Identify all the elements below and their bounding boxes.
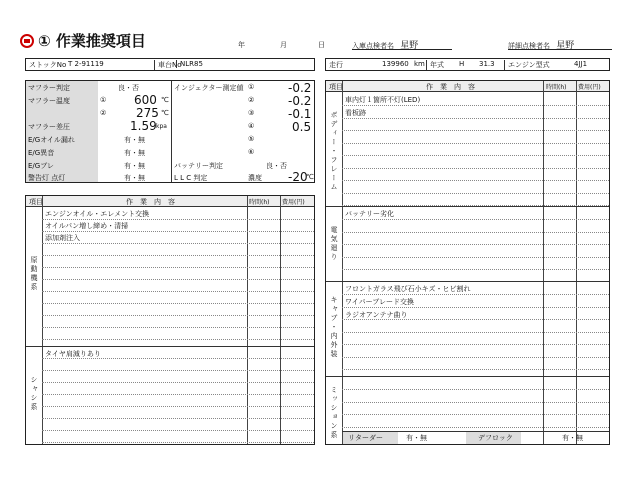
page-title: ① 作業推奨項目 xyxy=(20,30,146,51)
chassis-line-1: タイヤ肩減りあり xyxy=(45,350,101,358)
engine-shake: 有・無 xyxy=(124,162,145,170)
year-label: 年 xyxy=(238,41,245,49)
left-work-table: 項目 作 業 内 容 時間(h) 費用(円) 原動機系 シャシ系 エンジンオイル・エレメント交換 オイルパン増し締め・清掃 添加剤注入 タイヤ肩減りあり xyxy=(25,195,315,445)
engine-line-1: エンジンオイル・エレメント交換 xyxy=(45,210,150,218)
muffler-temp-2: 275 xyxy=(136,106,159,120)
warning-lamp: 有・無 xyxy=(124,174,145,182)
right-work-table: 項目 作 業 内 容 時間(h) 費用(円) ボディー・フレーム 電気廻り キャブ・内外装 ミッション系 車内灯１箇所不灯(LED) 看板跡 バッテリー劣化 フロントガラス飛び石小キズ・ヒビ割れ ワイパーブレード交換 ラジオアンテナ曲り リターダー 有・無 デフロック 有・無 xyxy=(325,80,610,445)
oil-leak: 有・無 xyxy=(124,136,145,144)
muffler-temp-1: 600 xyxy=(134,93,157,107)
inspector-detail: 詳細点検者名 星野 xyxy=(508,38,612,50)
llc-concentration: -20 xyxy=(288,170,308,184)
inspection-checks: マフラー判定 良・否 マフラー温度 ① 600 ℃ ② 275 ℃ マフラー差圧 1.59 kpa E/Gオイル漏れ 有・無 E/G異音 有・無 E/Gブレ 有・無 警告灯 点灯 有・無 インジェクター測定値 ① -0.2 ② -0.2 ③ -0.1 ④ 0.5 ⑤ ⑥ バッテリー判定 良・否 L L C 判定 濃度 -20 ℃ xyxy=(25,80,315,183)
engine-section-label: 原動機系 xyxy=(30,256,38,292)
vehicle-info-right: 走行 139960 km 年式 H 31.3 エンジン型式 4JJ1 xyxy=(325,58,610,71)
inspector-entry: 入庫点検者名 星野 xyxy=(352,38,452,50)
cab-section-label: キャブ・内外装 xyxy=(330,296,338,359)
cab-line-2: ワイパーブレード交換 xyxy=(345,298,415,306)
muffler-judgement: 良・否 xyxy=(118,84,139,92)
brand-logo-icon xyxy=(20,34,34,48)
month-label: 月 xyxy=(280,41,287,49)
stock-number: T 2-91119 xyxy=(68,60,104,68)
difflock-value: 有・無 xyxy=(562,434,583,442)
retarder-value: 有・無 xyxy=(406,434,427,442)
engine-model: 4JJ1 xyxy=(574,60,588,68)
injector-value-1: -0.2 xyxy=(288,81,312,95)
injector-value-3: -0.1 xyxy=(288,107,312,121)
electric-line-1: バッテリー劣化 xyxy=(345,210,394,218)
battery-judgement: 良・否 xyxy=(266,162,287,170)
muffler-diff-pressure: 1.59 xyxy=(130,119,157,133)
cab-line-1: フロントガラス飛び石小キズ・ヒビ割れ xyxy=(345,285,471,293)
inspector-detail-name: 星野 xyxy=(556,41,575,51)
electric-section-label: 電気廻り xyxy=(330,226,338,262)
cab-line-3: ラジオアンテナ曲り xyxy=(345,311,408,319)
engine-noise: 有・無 xyxy=(124,149,145,157)
vehicle-info-left: ストックNo T 2-91119 車台No NLR85 xyxy=(25,58,315,71)
body-line-1: 車内灯１箇所不灯(LED) xyxy=(345,96,421,104)
chassis-number: NLR85 xyxy=(176,60,203,68)
inspector-entry-name: 星野 xyxy=(400,41,419,51)
engine-line-3: 添加剤注入 xyxy=(45,234,80,242)
body-line-2: 看板跡 xyxy=(345,109,366,117)
day-label: 日 xyxy=(318,41,325,49)
chassis-section-label: シャシ系 xyxy=(30,376,38,412)
injector-value-2: -0.2 xyxy=(288,94,312,108)
mileage-value: 139960 xyxy=(382,60,409,68)
mission-section-label: ミッション系 xyxy=(330,386,338,440)
model-year: 31.3 xyxy=(479,60,495,68)
engine-line-2: オイルパン増し締め・清掃 xyxy=(45,222,129,230)
injector-value-4: 0.5 xyxy=(292,120,312,134)
body-section-label: ボディー・フレーム xyxy=(330,111,338,192)
